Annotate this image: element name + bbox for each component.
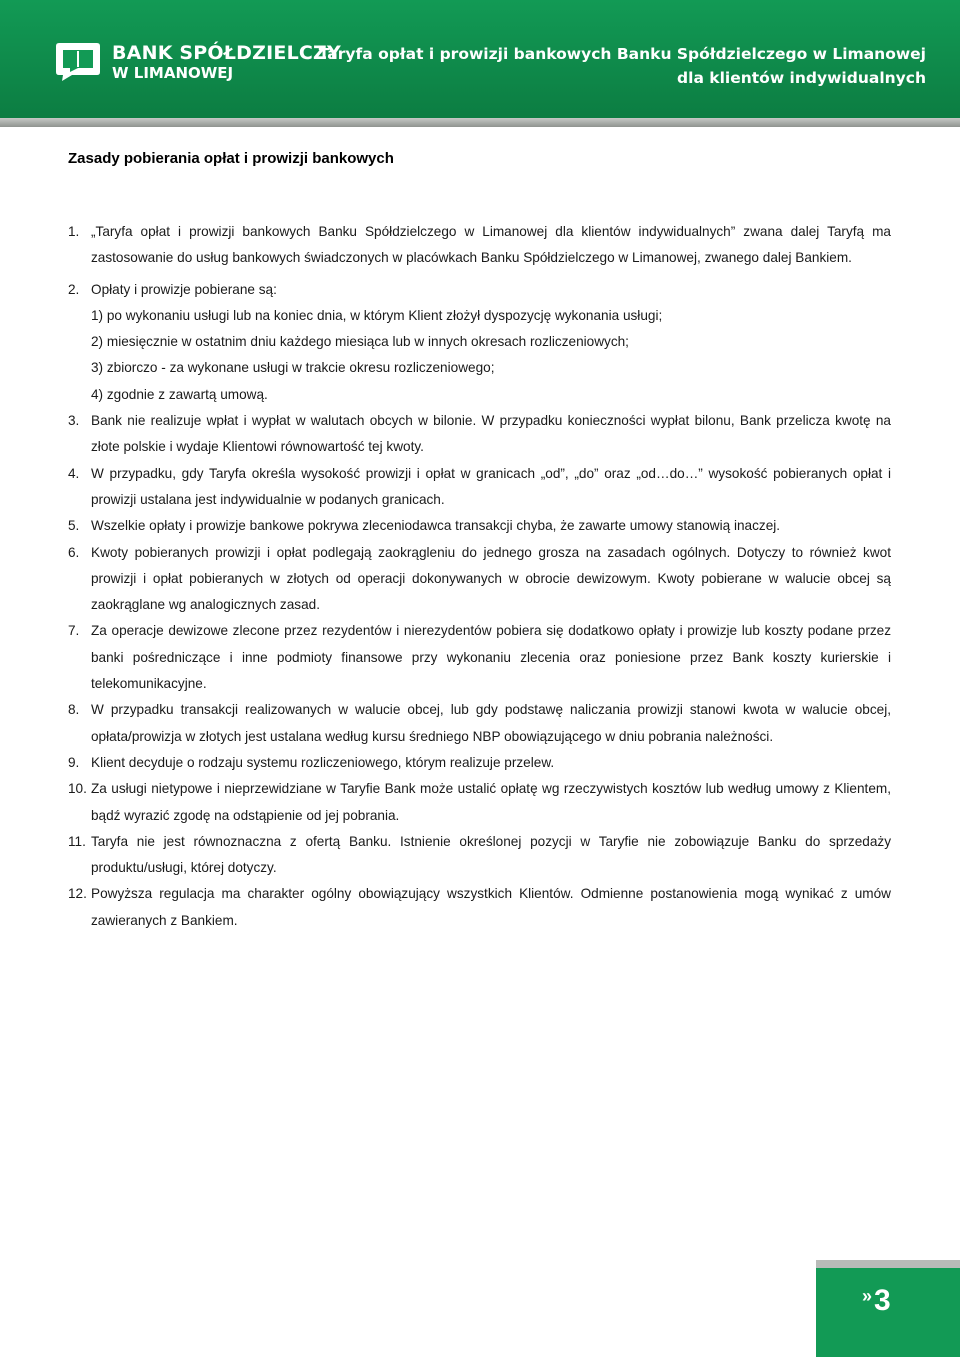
item-text: Za operacje dewizowe zlecone przez rezydentów i nierezydentów pobiera się dodatkowo opłaty i prowizje lub koszty podane przez banki pośredniczące i inne podmioty finansowe przy wykonaniu zlecenia oraz poniesione przez Bank koszty kurierskie i telekomunikacyjne.	[91, 623, 891, 692]
sub-item-text: po wykonaniu usługi lub na koniec dnia, w którym Klient złożył dyspozycję wykonania usługi;	[106, 307, 663, 323]
sub-item	[91, 329, 891, 355]
item-number: 3.	[68, 413, 80, 429]
item-text: Powyższa regulacja ma charakter ogólny obowiązujący wszystkich Klientów. Odmienne postanowienia mogą wynikać z umów zawieranych z Bankiem.	[91, 886, 891, 928]
item-text: Kwoty pobieranych prowizji i opłat podlegają zaokrągleniu do jednego grosza na zasadach ogólnych. Dotyczy to również kwot prowizji i opłat pobieranych w złotych od operacji dokonywanych w obrocie dewizowym. Kwoty pobierane w walucie obcej są zaokrąglane wg analogicznych zasad.	[91, 544, 891, 613]
item-text: Wszelkie opłaty i prowizje bankowe pokrywa zleceniodawca transakcji chyba, że zawarte umowy stanowią inaczej.	[91, 518, 781, 534]
page-number-value: 3	[874, 1284, 891, 1317]
document-title-line1: Taryfa opłat i prowizji bankowych Banku Spółdzielczego w Limanowej	[318, 45, 926, 63]
sub-item	[91, 382, 891, 408]
list-item	[68, 881, 891, 934]
logo-text-line1: BANK SPÓŁDZIELCZY	[112, 41, 341, 64]
document-title	[319, 42, 926, 90]
item-number: 12.	[68, 886, 87, 902]
item-number: 8.	[68, 702, 80, 718]
item-text: W przypadku, gdy Taryfa określa wysokość prowizji i opłat w granicach „od”, „do” oraz „od…do…” wysokość pobieranych opłat i prowizji ustalana jest indywidualnie w podanych granicach.	[91, 465, 891, 507]
sub-item-number: 1)	[91, 307, 104, 323]
list-item	[68, 618, 891, 697]
list-item	[68, 408, 891, 461]
item-number: 2.	[68, 281, 80, 297]
sub-item	[91, 303, 891, 329]
list-item	[68, 776, 891, 829]
header-divider	[0, 118, 960, 127]
list-item	[68, 513, 891, 539]
page-number-divider	[816, 1260, 960, 1268]
chevron-right-icon: »	[862, 1286, 873, 1306]
list-item	[68, 829, 891, 882]
rules-list	[68, 219, 891, 934]
item-text: Taryfa nie jest równoznaczna z ofertą Banku. Istnienie określonej pozycji w Taryfie nie zobowiązuje Banku do sprzedaży produktu/usługi, której dotyczy.	[91, 833, 891, 876]
item-text: „Taryfa opłat i prowizji bankowych Banku Spółdzielczego w Limanowej dla klientów indywidualnych” zwana dalej Taryfą ma zastosowanie do usług bankowych świadczonych w placówkach Banku Spółdzielczego w Limanowej, zwanego dalej Bankiem.	[91, 224, 891, 266]
list-item	[68, 461, 891, 514]
sub-item	[91, 355, 891, 381]
item-number: 11.	[68, 833, 86, 849]
document-title-line2: dla klientów indywidualnych	[677, 69, 926, 87]
list-item	[68, 277, 891, 303]
sub-item-text: zbiorczo - za wykonane usługi w trakcie okresu rozliczeniowego;	[106, 360, 495, 376]
list-item	[68, 219, 891, 272]
item-text: Bank nie realizuje wpłat i wypłat w walutach obcych w bilonie. W przypadku konieczności wypłat bilonu, Bank przelicza kwotę na złote polskie i wydaje Klientowi równowartość tej kwoty.	[91, 413, 891, 455]
sub-list	[68, 303, 891, 408]
item-number: 7.	[68, 623, 80, 639]
bank-logo	[52, 42, 341, 82]
item-text: W przypadku transakcji realizowanych w walucie obcej, lub gdy podstawę naliczania prowizji stanowi kwota w walucie obcej, opłata/prowizja w złotych jest ustalana według kursu średniego NBP obowiązującego w dniu pobrania należności.	[91, 702, 891, 744]
sub-item-number: 4)	[91, 386, 104, 402]
sub-item-number: 3)	[91, 360, 104, 376]
list-item	[68, 540, 891, 619]
item-number: 1.	[68, 224, 80, 239]
item-number: 9.	[68, 754, 80, 770]
page-number	[862, 1284, 891, 1318]
logo-text-line2: W LIMANOWEJ	[112, 63, 234, 82]
list-item	[68, 750, 891, 776]
sub-item-text: zgodnie z zawartą umową.	[106, 386, 268, 402]
sub-item-text: miesięcznie w ostatnim dniu każdego miesiąca lub w innych okresach rozliczeniowych;	[106, 334, 629, 350]
item-number: 10.	[68, 781, 87, 797]
item-number: 6.	[68, 544, 80, 560]
item-number: 5.	[68, 518, 80, 534]
list-item	[68, 697, 891, 750]
page-header	[0, 0, 960, 118]
section-title: Zasady pobierania opłat i prowizji bankowych	[68, 150, 394, 167]
sub-item-number: 2)	[91, 334, 104, 350]
item-text: Opłaty i prowizje pobierane są:	[91, 281, 277, 297]
item-text: Za usługi nietypowe i nieprzewidziane w Taryfie Bank może ustalić opłatę wg rzeczywistych kosztów lub według umowy z Klientem, bądź wyrazić zgodę na odstąpienie od jej pobrania.	[91, 781, 891, 823]
item-text: Klient decyduje o rodzaju systemu rozliczeniowego, którym realizuje przelew.	[91, 754, 555, 770]
item-number: 4.	[68, 465, 80, 481]
book-icon	[52, 42, 102, 82]
